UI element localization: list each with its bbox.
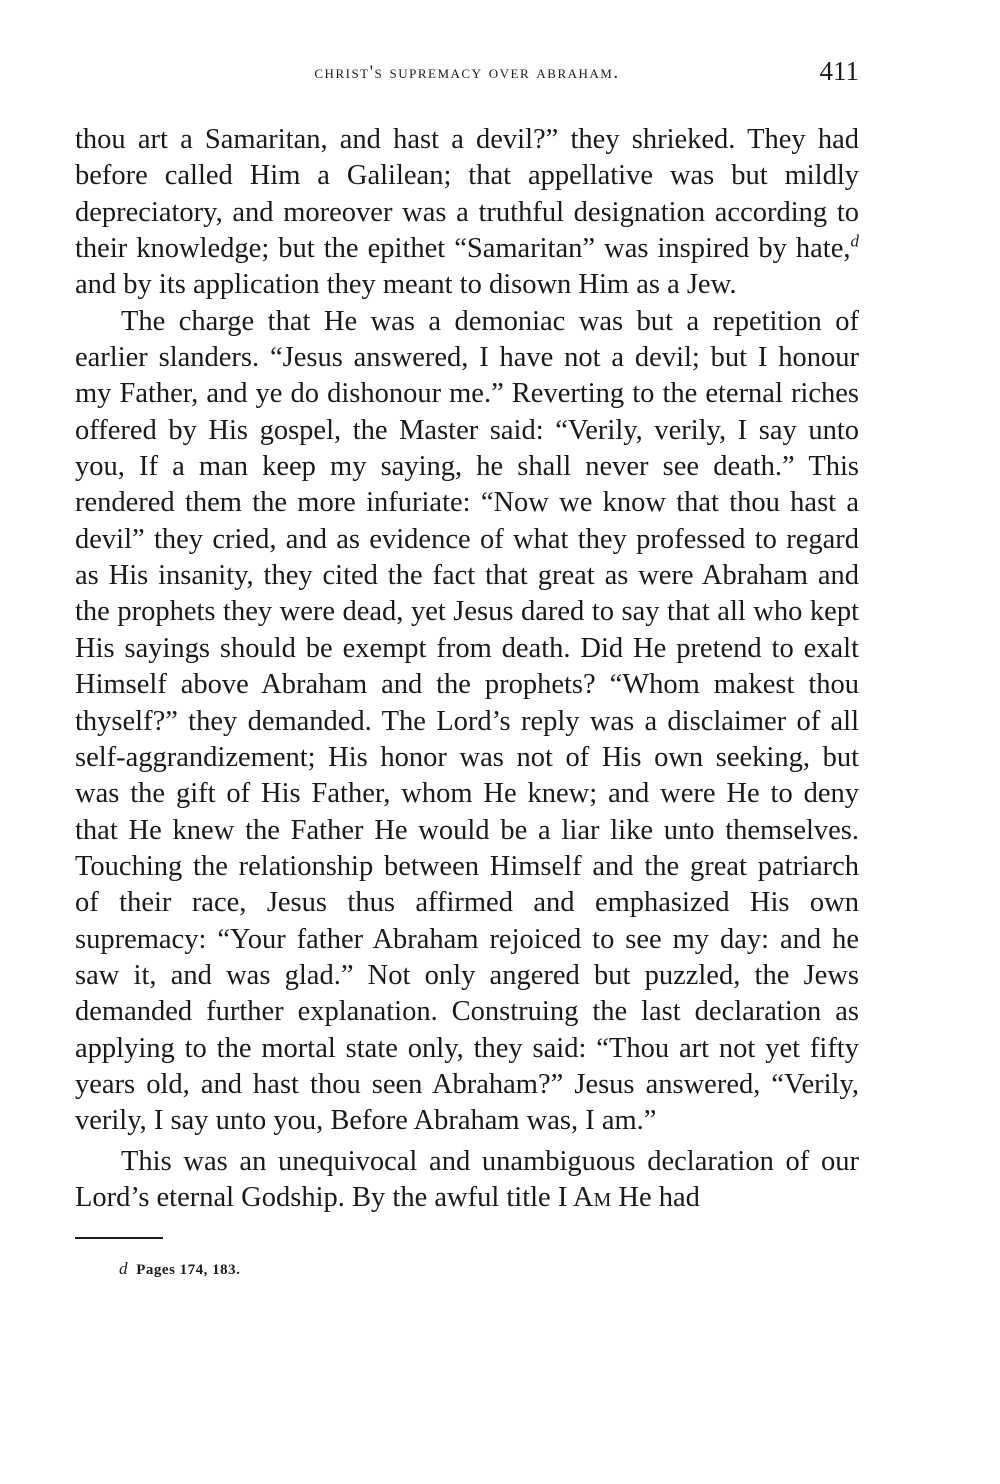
running-title: christ's supremacy over abraham.	[314, 62, 620, 83]
paragraph-1-text-a: thou art a Samaritan, and hast a devil?” they shrieked. They had before called Him a Galilean; that appellative was but mildly depreciatory, and moreover was a truthful designation according to their knowledge; but the epithet “Samaritan” was inspired by hate,	[75, 124, 859, 265]
paragraph-1	[75, 122, 859, 304]
book-page	[75, 56, 859, 1279]
paragraph-1-text-b: and by its application they meant to disown Him as a Jew.	[75, 269, 737, 301]
running-head	[75, 56, 859, 96]
title-i-am: I Am	[557, 1181, 612, 1213]
page-number: 411	[819, 56, 859, 86]
footnote-text: Pages 174, 183.	[136, 1262, 241, 1279]
paragraph-2: The charge that He was a demoniac was but a repetition of earlier slanders. “Jesus answered, I have not a devil; but I honour my Father, and ye do dishonour me.” Reverting to the eternal riches offered by His gospel, the Master said: “Verily, verily, I say unto you, If a man keep my saying, he shall never see death.” This rendered them the more infuriate: “Now we know that thou hast a devil” they cried, and as evidence of what they professed to regard as His insanity, they cited the fact that great as were Abraham and the prophets they were dead, yet Jesus dared to say that all who kept His sayings should be exempt from death. Did He pretend to exalt Himself above Abraham and the prophets? “Whom makest thou thyself?” they demanded. The Lord’s reply was a disclaimer of all self-aggrandizement; His honor was not of His own seeking, but was the gift of His Father, whom He knew; and were He to deny that He knew the Father He would be a liar like unto themselves. Touching the relationship between Himself and the great patriarch of their race, Jesus thus affirmed and emphasized His own supremacy: “Your father Abraham rejoiced to see my day: and he saw it, and was glad.” Not only angered but puzzled, the Jews demanded further explanation. Construing the last declaration as applying to the mortal state only, they said: “Thou art not yet fifty years old, and hast thou seen Abraham?” Jesus answered, “Verily, verily, I say unto you, Before Abraham was, I am.”	[75, 305, 859, 1137]
body-text	[75, 122, 859, 1216]
paragraph-3	[75, 1144, 859, 1217]
footnote	[75, 1259, 859, 1279]
footnote-divider	[75, 1237, 163, 1239]
paragraph-3-text-a: This was an unequivocal and unambiguous declaration of our Lord’s eternal Godship. By the awful title	[75, 1145, 859, 1213]
footnote-reference[interactable]: d	[850, 231, 859, 251]
footnote-letter: d	[119, 1259, 128, 1279]
paragraph-3-text-b: He had	[611, 1181, 700, 1213]
